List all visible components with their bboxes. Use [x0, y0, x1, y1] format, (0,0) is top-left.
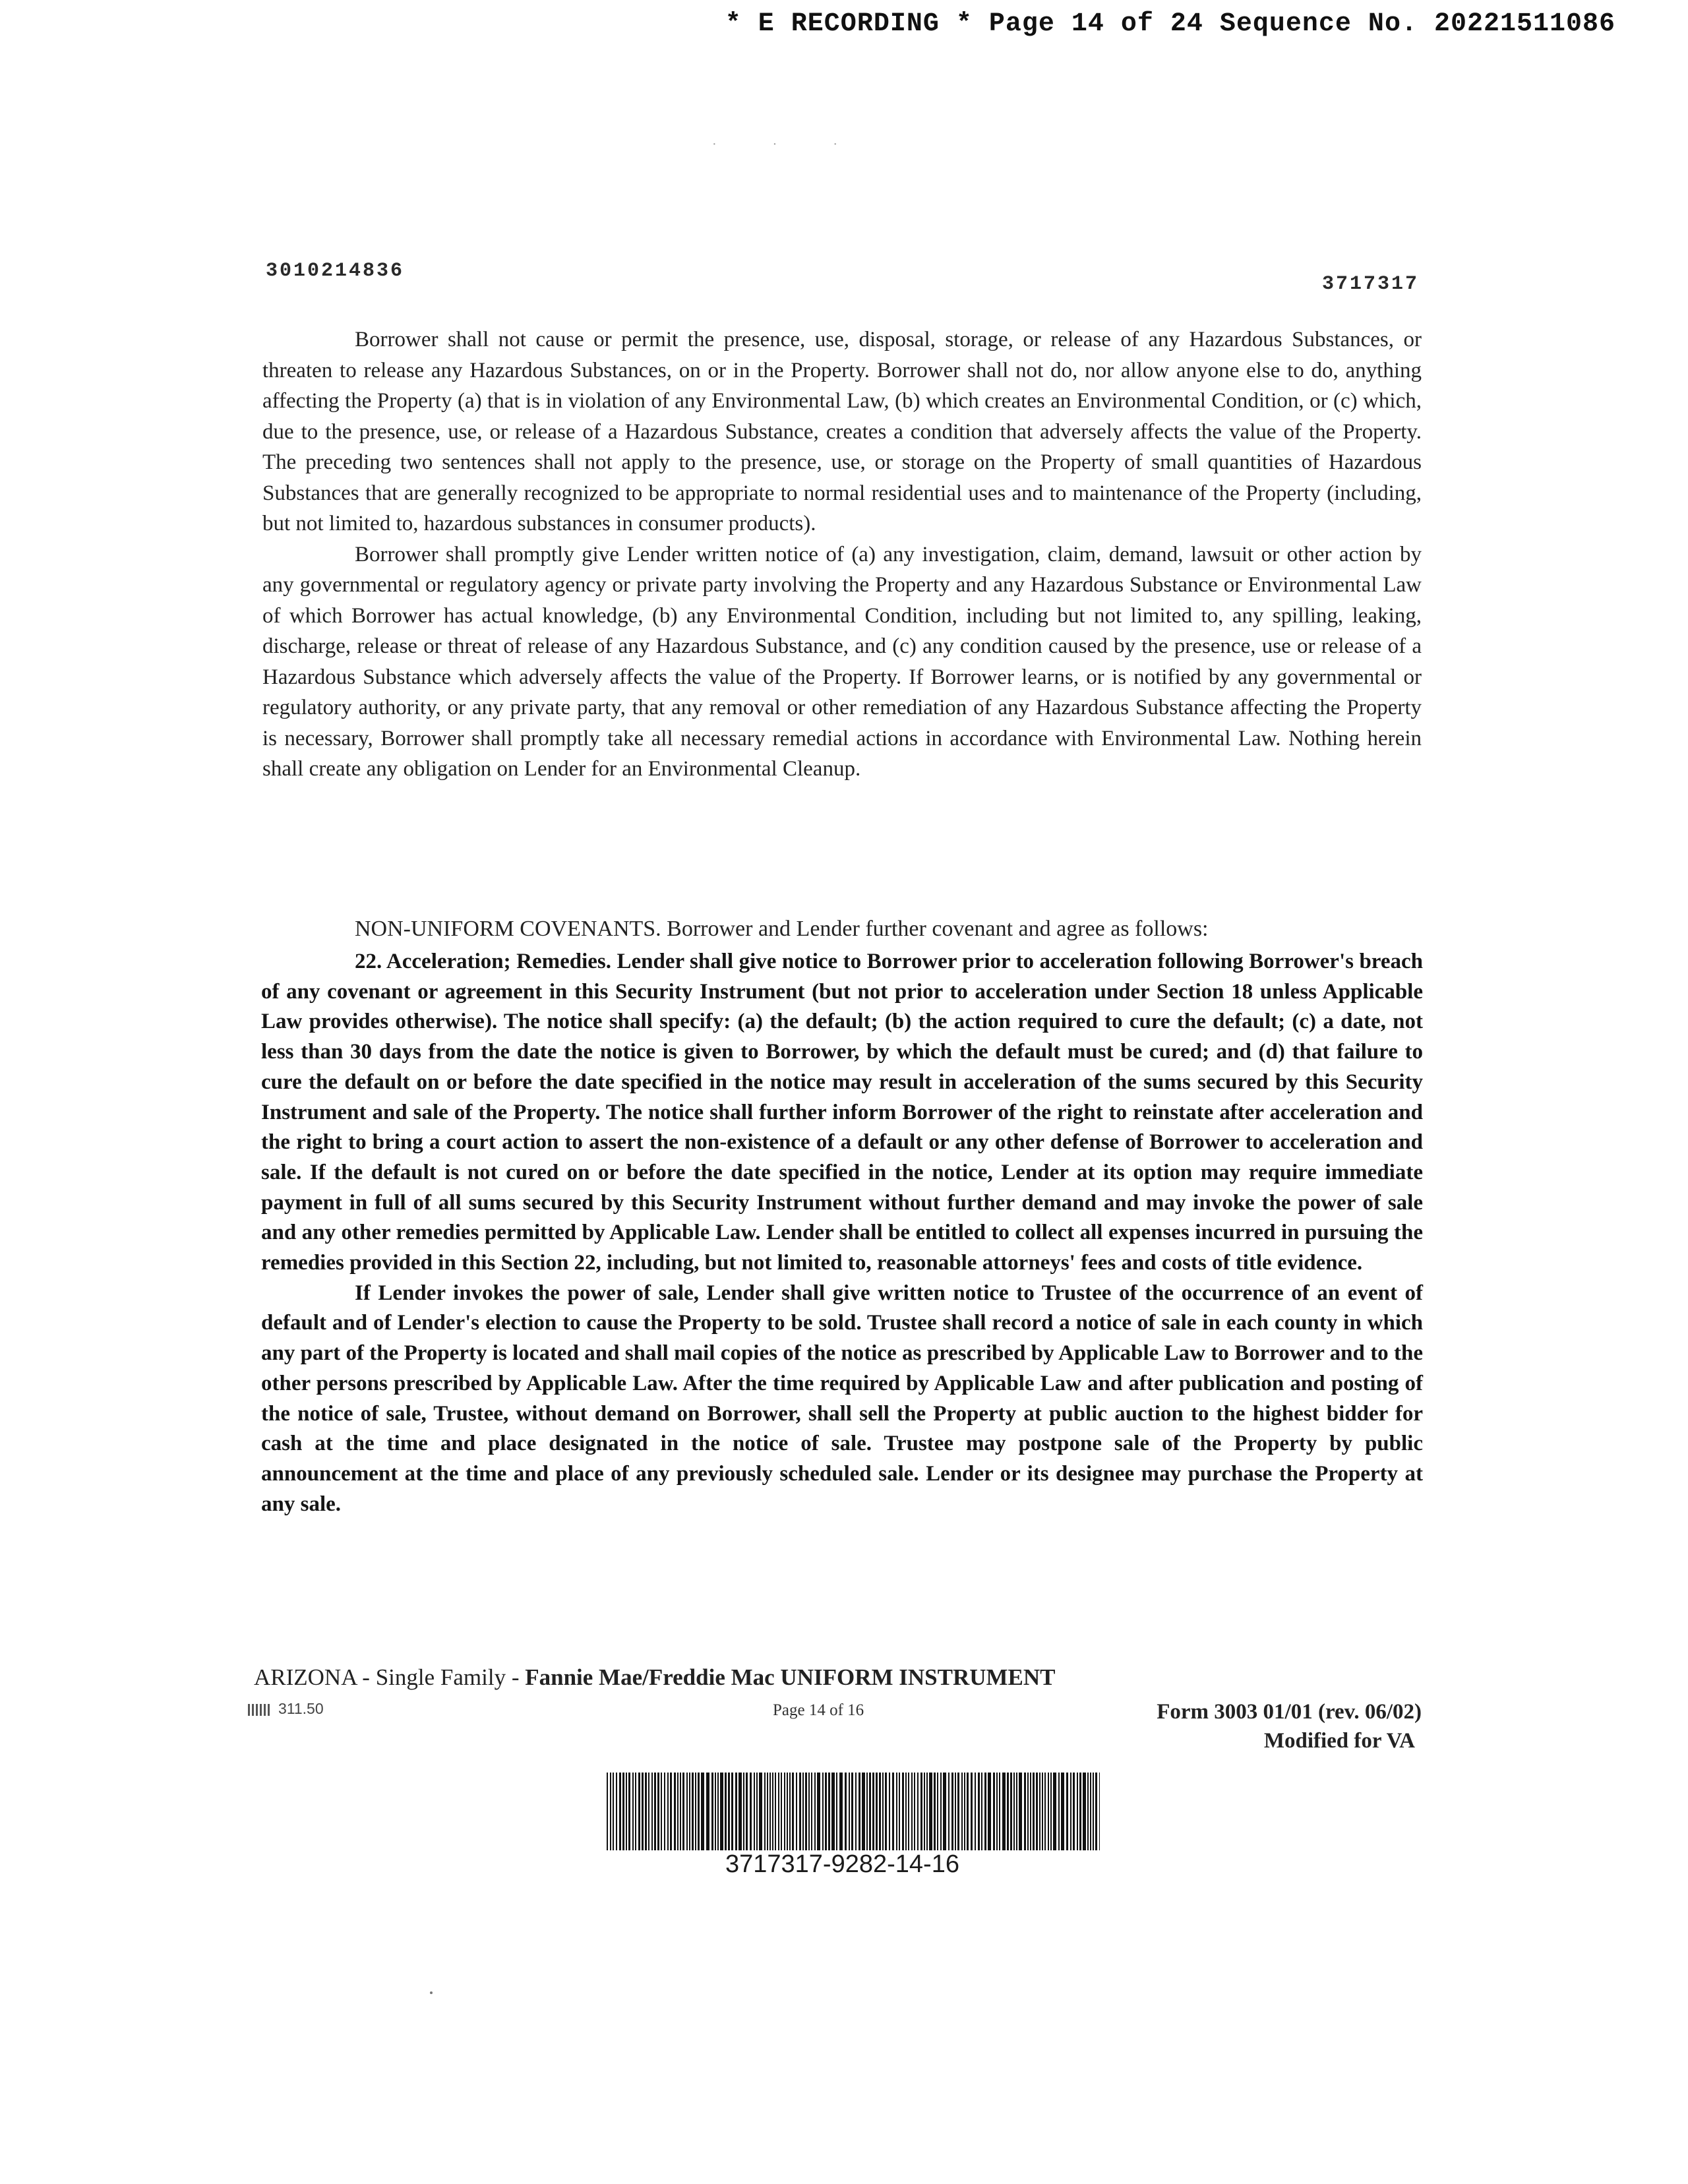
loan-number: 3010214836 [266, 260, 405, 282]
instrument-state: ARIZONA - Single Family - [254, 1664, 526, 1690]
form-code [248, 1700, 324, 1718]
form-code-value: 311.50 [278, 1700, 324, 1717]
acceleration-remedies-paragraph: 22. Acceleration; Remedies. Lender shall give notice to Borrower prior to acceleration following Borrower's breach of any covenant or agreement in this Security Instrument (but not prior to acceleration under Section 18 unless Applicable Law provides otherwise). The notice shall specify: (a) the default; (b) the action required to cure the default; (c) a date, not less than 30 days from the date the notice is given to Borrower, by which the default must be cured; and (d) that failure to cure the default on or before the date specified in the notice may result in acceleration of the sums secured by this Security Instrument and sale of the Property. The notice shall further inform Borrower of the right to reinstate after acceleration and the right to bring a court action to assert the non-existence of a default or any other defense of Borrower to acceleration and sale. If the default is not cured on or before the date specified in the notice, Lender at its option may require immediate payment in full of all sums secured by this Security Instrument without further demand and may invoke the power of sale and any other remedies permitted by Applicable Law. Lender shall be entitled to collect all expenses incurred in pursuing the remedies provided in this Section 22, including, but not limited to, reasonable attorneys' fees and costs of title evidence. [261, 950, 1423, 1275]
environmental-section [262, 324, 1422, 785]
non-uniform-covenants-heading: NON-UNIFORM COVENANTS. Borrower and Lender further covenant and agree as follows: [355, 917, 1209, 941]
barcode-label: 3717317-9282-14-16 [725, 1850, 959, 1878]
form-id: Form 3003 01/01 (rev. 06/02) [1157, 1700, 1422, 1724]
notice-paragraph: Borrower shall promptly give Lender written notice of (a) any investigation, claim, demand, lawsuit or other action by any governmental or regulatory agency or private party involving the Property and any Hazardous Substance or Environmental Law of which Borrower has actual knowledge, (b) any Environmental Condition, including but not limited to, any spilling, leaking, discharge, release or threat of release of any Hazardous Substance, and (c) any condition caused by the presence, use or release of a Hazardous Substance which adversely affects the value of the Property. If Borrower learns, or is notified by any governmental or regulatory authority, or any private party, that any removal or other remediation of any Hazardous Substance affecting the Property is necessary, Borrower shall promptly take all necessary remedial actions in accordance with Environmental Law. Nothing herein shall create any obligation on Lender for an Environmental Cleanup. [262, 542, 1422, 781]
case-number: 3717317 [1321, 273, 1419, 295]
non-uniform-covenants-section [261, 947, 1423, 1519]
barcode [607, 1773, 1100, 1850]
power-of-sale-paragraph: If Lender invokes the power of sale, Lender shall give written notice to Trustee of the occurrence of an event of default and of Lender's election to cause the Property to be sold. Trustee shall record a notice of sale in each county in which any part of the Property is located and shall mail copies of the notice as prescribed by Applicable Law to Borrower and to the other persons prescribed by Applicable Law. After the time required by Applicable Law and after publication and posting of the notice of sale, Trustee, without demand on Borrower, shall sell the Property at public auction to the highest bidder for cash at the time and place designated in the notice of sale. Trustee may postpone sale of the Property by public announcement at the time and place of any previously scheduled sale. Lender or its designee may purchase the Property at any sale. [261, 1281, 1423, 1516]
instrument-title [254, 1664, 1056, 1691]
scan-speck [430, 1991, 433, 1994]
instrument-type: Fannie Mae/Freddie Mac UNIFORM INSTRUMENT [525, 1664, 1056, 1690]
form-code-mark-icon [248, 1704, 272, 1716]
page-number: Page 14 of 16 [773, 1701, 864, 1719]
recording-header: * E RECORDING * Page 14 of 24 Sequence No. 20221511086 [725, 9, 1615, 39]
modified-note: Modified for VA [1263, 1729, 1415, 1753]
scan-specks: · · · [712, 137, 864, 152]
hazardous-substances-paragraph: Borrower shall not cause or permit the presence, use, disposal, storage, or release of any Hazardous Substances, or threaten to release any Hazardous Substances, on or in the Property. Borrower shall not do, nor allow anyone else to do, anything affecting the Property (a) that is in violation of any Environmental Law, (b) which creates an Environmental Condition, or (c) which, due to the presence, use, or release of a Hazardous Substance, creates a condition that adversely affects the value of the Property. The preceding two sentences shall not apply to the presence, use, or storage on the Property of small quantities of Hazardous Substances that are generally recognized to be appropriate to normal residential uses and to maintenance of the Property (including, but not limited to, hazardous substances in consumer products). [262, 328, 1422, 535]
